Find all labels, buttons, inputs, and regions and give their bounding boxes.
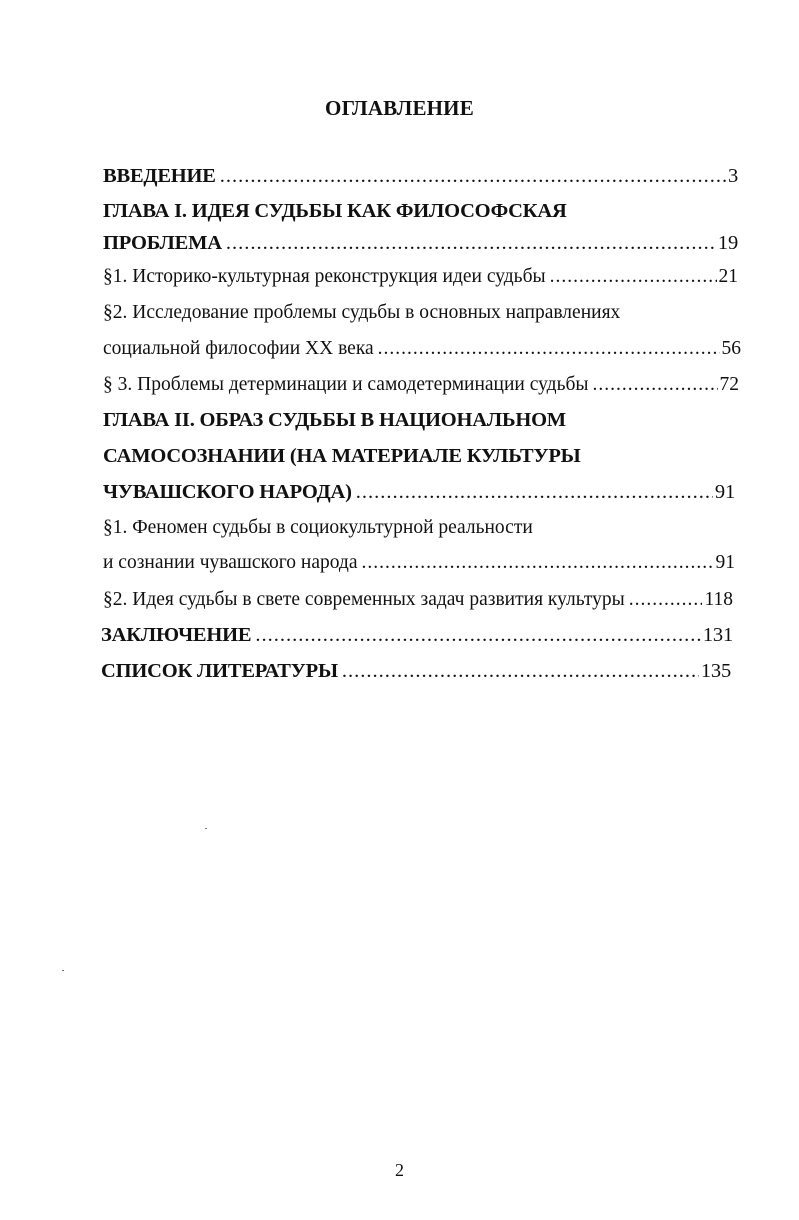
toc-leader-dots [255,622,700,648]
toc-entry-page: 91 [714,481,735,503]
toc-entry-page: 21 [718,266,738,287]
toc-entry-chapter-2-line-1 [103,407,743,433]
toc-entry-text: ЧУВАШСКОГО НАРОДА) [103,481,352,503]
toc-leader-dots [593,372,718,398]
toc-leader-dots [629,587,703,613]
toc-leader-dots [226,230,716,256]
toc-entry-text: ГЛАВА II. ОБРАЗ СУДЬБЫ В НАЦИОНАЛЬНОМ [103,409,566,431]
toc-entry-text: ЗАКЛЮЧЕНИЕ [101,624,252,646]
toc-entry-text: ВВЕДЕНИЕ [103,165,216,187]
toc-entry-section-1-2-line-2 [103,336,741,362]
toc-entry-text: и сознании чувашского народа [103,552,358,573]
toc-entry-bibliography [101,658,731,684]
toc-entry-introduction [103,163,738,189]
toc-entry-section-1-1 [103,264,738,290]
toc-entry-page: 3 [727,165,738,187]
toc-leader-dots [362,550,714,576]
toc-entry-text: §1. Историко-культурная реконструкция идеи судьбы [103,266,546,287]
toc-entry-section-1-3 [103,372,739,398]
toc-entry-text: САМОСОЗНАНИИ (НА МАТЕРИАЛЕ КУЛЬТУРЫ [103,445,581,467]
toc-leader-dots [378,336,720,362]
toc-entry-page: 56 [721,338,741,359]
toc-entry-page: 72 [719,374,739,395]
toc-entry-section-2-1-line-1 [103,515,743,541]
page-number: 2 [395,1160,404,1180]
scan-speck [62,970,64,971]
toc-entry-section-2-2 [103,587,733,613]
toc-leader-dots [550,264,717,290]
toc-entry-page: 118 [704,589,733,610]
toc-leader-dots [356,479,713,505]
toc-leader-dots [342,658,699,684]
toc-entry-chapter-1-line-2 [103,230,738,256]
toc-entry-text: социальной философии XX века [103,338,374,359]
toc-entry-text: СПИСОК ЛИТЕРАТУРЫ [101,660,338,682]
toc-leader-dots [220,163,726,189]
toc-entry-section-2-1-line-2 [103,550,735,576]
toc-entry-chapter-1-line-1 [103,198,743,224]
toc-entry-chapter-2-line-2 [103,443,743,469]
toc-entry-text: § 3. Проблемы детерминации и самодетерминации судьбы [103,374,589,395]
toc-entry-page: 19 [717,232,738,254]
page-title: ОГЛАВЛЕНИЕ [325,96,474,120]
toc-entry-text: §2. Исследование проблемы судьбы в основных направлениях [103,302,621,323]
toc-entry-text: ПРОБЛЕМА [103,232,222,254]
toc-entry-text: §2. Идея судьбы в свете современных задач развития культуры [103,589,625,610]
toc-entry-conclusion [101,622,733,648]
toc-entry-page: 91 [715,552,735,573]
toc-entry-text: §1. Феномен судьбы в социокультурной реальности [103,517,533,538]
toc-entry-text: ГЛАВА I. ИДЕЯ СУДЬБЫ КАК ФИЛОСОФСКАЯ [103,200,567,222]
scan-speck [205,828,207,829]
toc-entry-chapter-2-line-3 [103,479,735,505]
toc-entry-page: 135 [700,660,731,682]
toc-entry-page: 131 [702,624,733,646]
toc-entry-section-1-2-line-1 [103,300,743,326]
